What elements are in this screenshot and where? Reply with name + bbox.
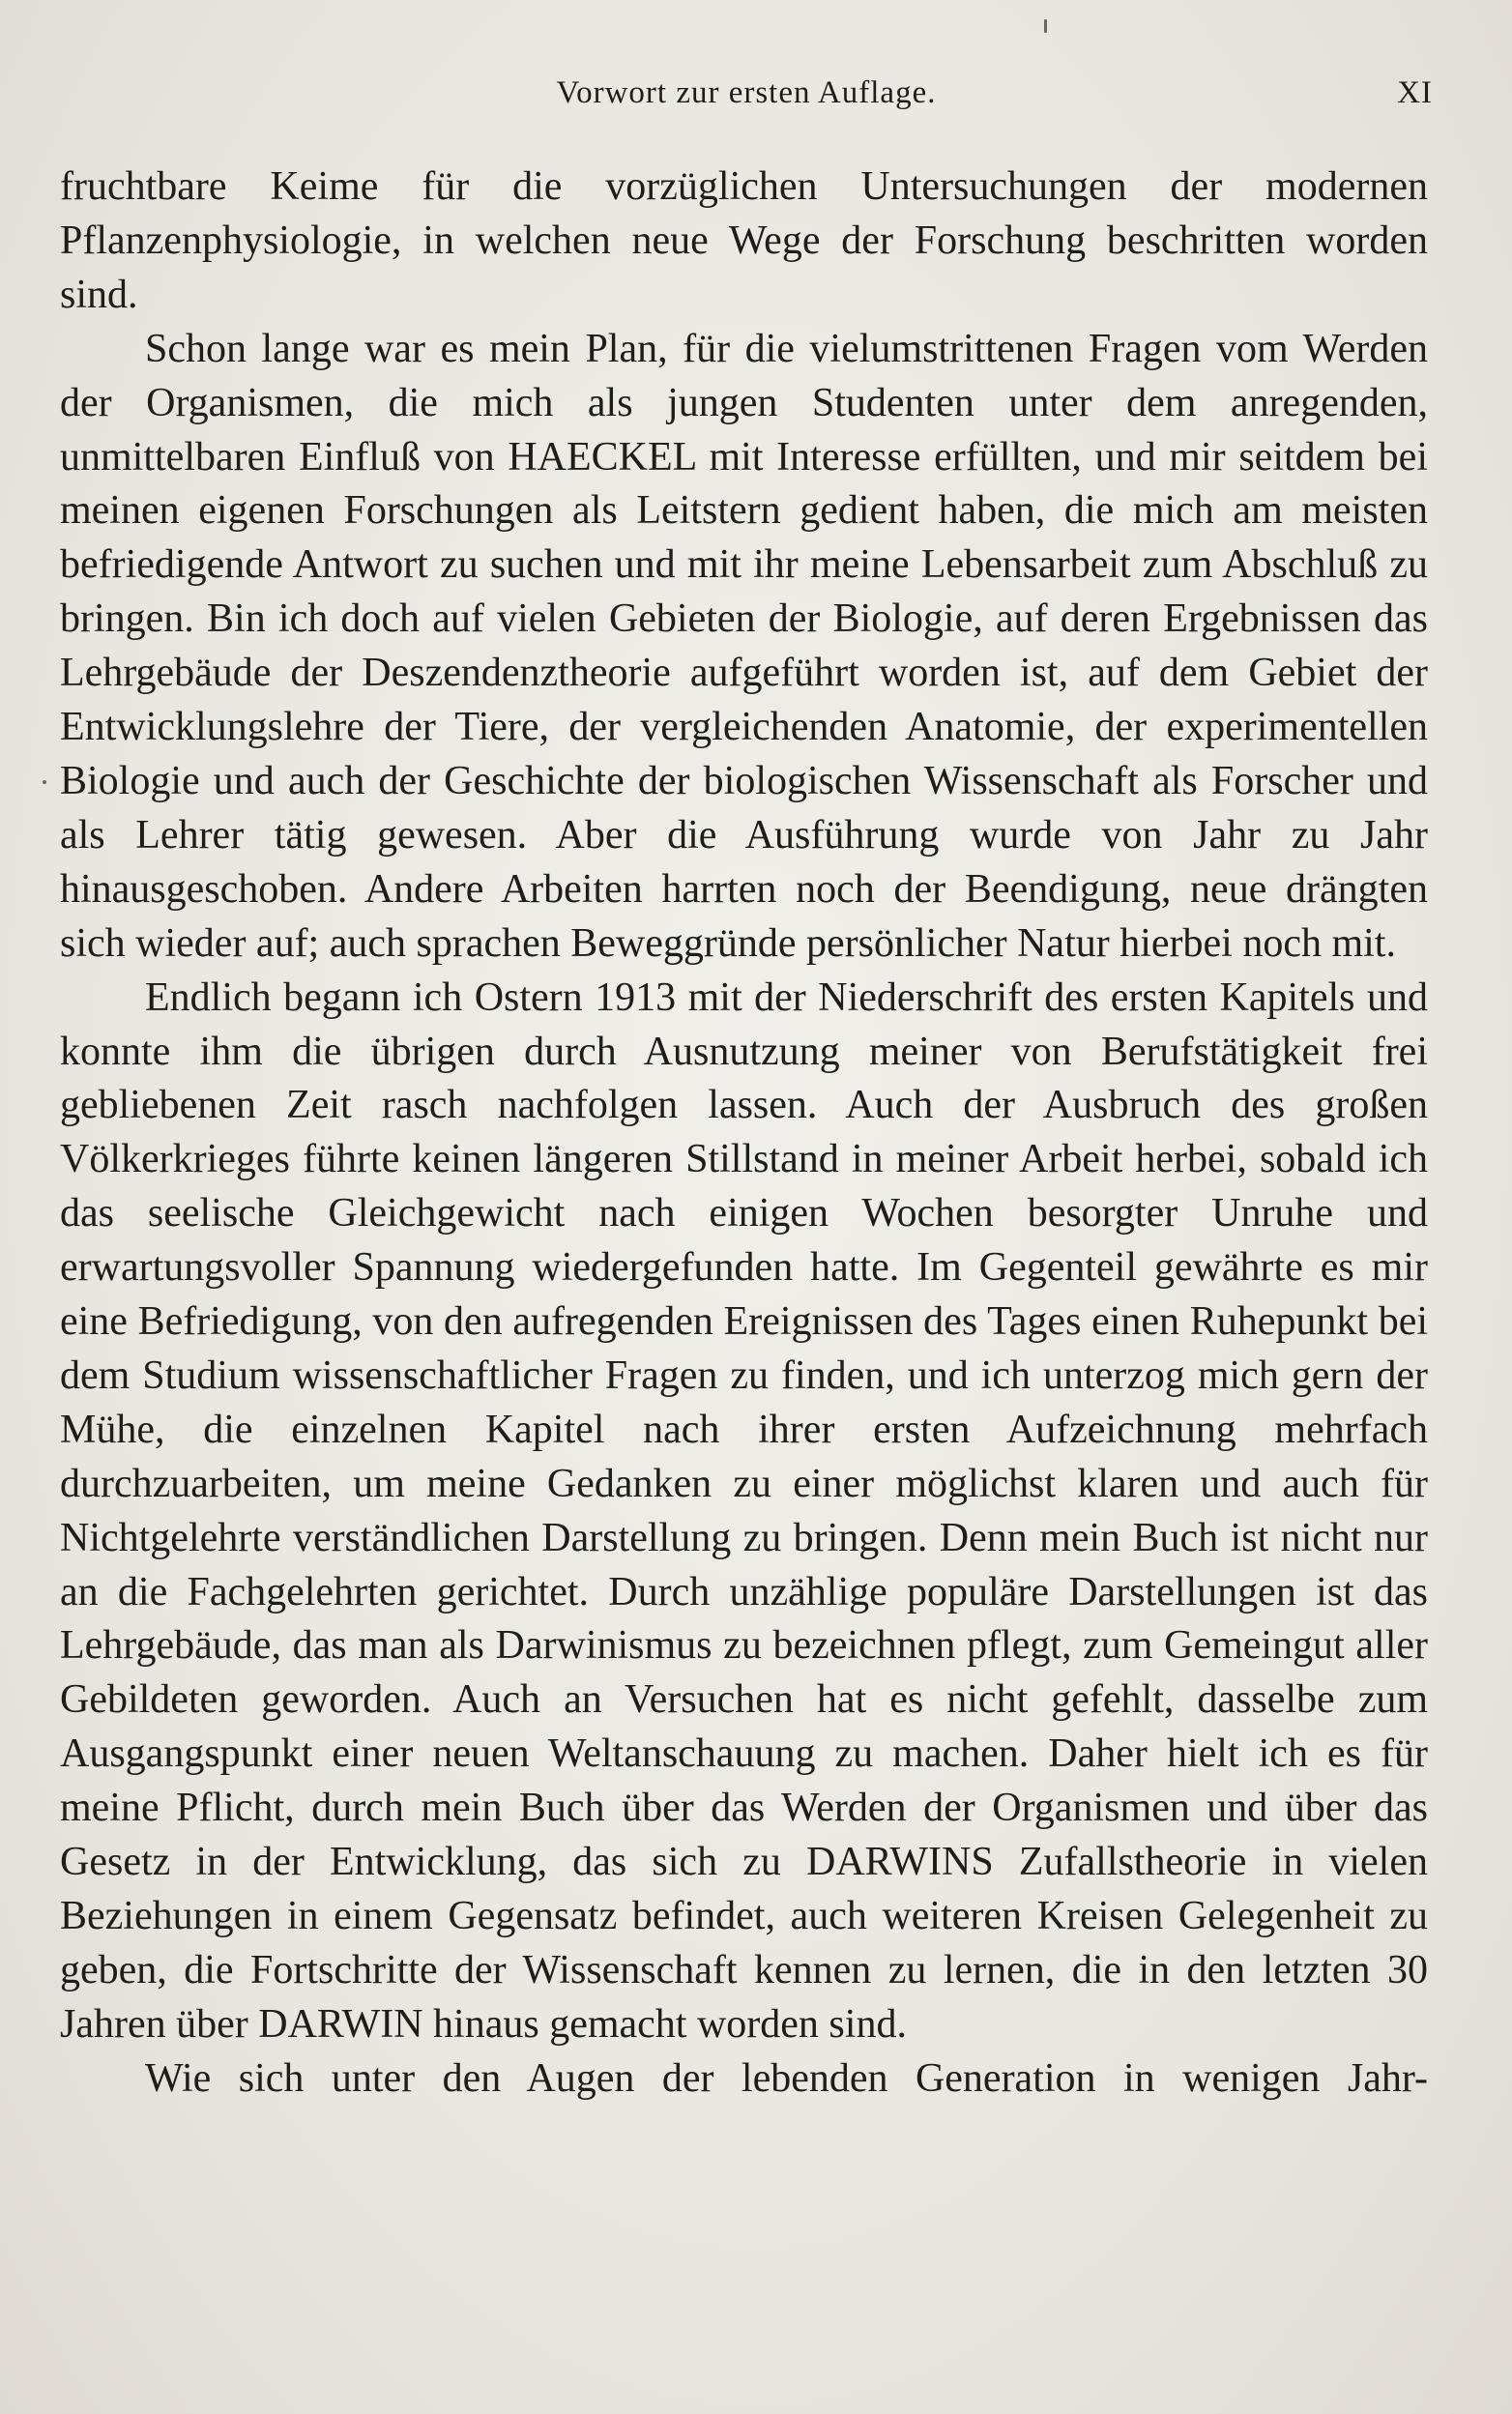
running-title: Vorwort zur ersten Auflage. xyxy=(556,75,937,110)
body-text xyxy=(60,160,1428,2107)
page-number: XI xyxy=(1397,75,1433,110)
print-speck xyxy=(1044,19,1047,33)
page-header xyxy=(60,75,1433,122)
paragraph-final-line: Wie sich unter den Augen der lebenden Generation in wenigen Jahr- xyxy=(145,2055,1428,2101)
paragraph-writing: Endlich begann ich Ostern 1913 mit der Niederschrift des ersten Kapitels und konnte ihm die übrigen durch Ausnutzung meiner von Berufstätigkeit frei gebliebenen Zeit rasch nachfolgen lassen. Auch der Ausbruch des großen Völkerkrieges führte keinen längeren Stillstand in meiner Arbeit herbei, sobald ich das seelische Gleichgewicht nach einigen Wochen besorgter Unruhe und erwartungsvoller Spannung wiedergefunden hatte. Im Gegenteil gewährte es mir eine Befriedigung, von den aufregenden Ereignissen des Tages einen Ruhepunkt bei dem Studium wissenschaftlicher Fragen zu finden, und ich unterzog mich gern der Mühe, die einzelnen Kapitel nach ihrer ersten Aufzeichnung mehrfach durchzuarbeiten, um meine Gedanken zu einer möglichst klaren und auch für Nichtgelehrte verständlichen Darstellung zu bringen. Denn mein Buch ist nicht nur an die Fachgelehrten gerichtet. Durch unzählige populäre Darstellungen ist das Lehrgebäude, das man als Darwinismus zu bezeichnen pflegt, zum Gemeingut aller Gebildeten geworden. Auch an Versuchen hat es nicht gefehlt, dasselbe zum Ausgangspunkt einer neuen Weltanschauung zu machen. Daher hielt ich es für meine Pflicht, durch mein Buch über das Werden der Organismen und über das Gesetz in der Entwicklung, das sich zu DARWINS Zufallstheorie in vielen Beziehungen in einem Gegensatz befindet, auch weiteren Kreisen Gelegenheit zu geben, die Fortschritte der Wissenschaft kennen zu lernen, die in den letzten 30 Jahren über DARWIN hinaus gemacht worden sind. xyxy=(60,974,1428,2047)
print-speck xyxy=(43,780,46,784)
paragraph-continuation: fruchtbare Keime für die vorzüglichen Untersuchungen der modernen Pflanzenphysiologie, in welchen neue Wege der Forschung beschritten worden sind. xyxy=(60,164,1428,317)
paragraph-plan: Schon lange war es mein Plan, für die vielumstrittenen Fragen vom Werden der Organismen, die mich als jungen Studenten unter dem anregenden, unmittelbaren Einfluß von HAECKEL mit Interesse erfüllten, und mir seitdem bei meinen eigenen Forschungen als Leitstern gedient haben, die mich am meisten befriedigende Antwort zu suchen und mit ihr meine Lebensarbeit zum Abschluß zu bringen. Bin ich doch auf vielen Gebieten der Biologie, auf deren Ergebnissen das Lehrgebäude der Deszendenztheorie aufgeführt worden ist, auf dem Gebiet der Entwicklungslehre der Tiere, der vergleichenden Anatomie, der experimentellen Biologie und auch der Geschichte der biologischen Wissenschaft als Forscher und als Lehrer tätig gewesen. Aber die Ausführung wurde von Jahr zu Jahr hinausgeschoben. Andere Arbeiten harrten noch der Beendigung, neue drängten sich wieder auf; auch sprachen Beweggründe persönlicher Natur hierbei noch mit. xyxy=(60,326,1428,966)
